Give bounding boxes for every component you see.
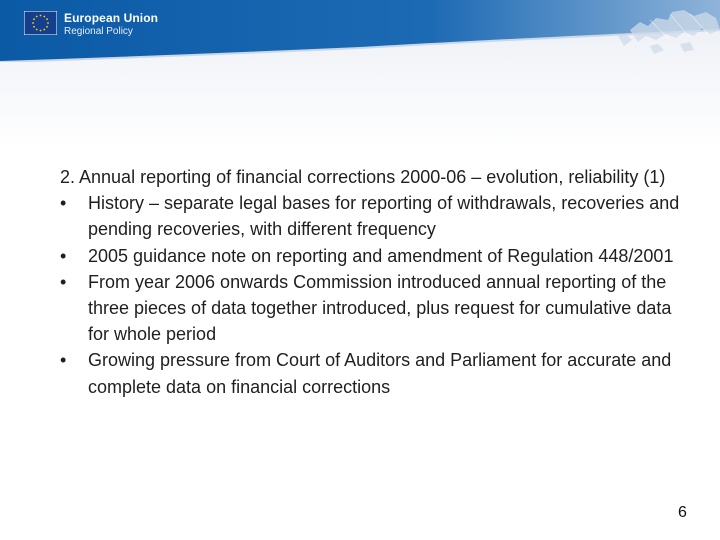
bullet-marker: •: [60, 245, 67, 266]
bullet-marker: •: [60, 271, 67, 292]
bullet-marker: •: [60, 193, 67, 214]
slide-heading: 2. Annual reporting of financial corrections 2000-06 – evolution, reliability (1): [60, 167, 666, 187]
bullet-text: 2005 guidance note on reporting and amendment of Regulation 448/2001: [88, 245, 674, 266]
brand-subtitle: Regional Policy: [64, 26, 133, 37]
bullet-text: History – separate legal bases for reporting of withdrawals, recoveries and pending recoveries, with different frequency: [88, 193, 680, 240]
brand: [64, 12, 158, 37]
bullet-item: [60, 269, 680, 348]
bullet-item: [60, 190, 680, 242]
page-number: 6: [678, 504, 687, 521]
brand-title: European Union: [64, 11, 159, 25]
header-bar: [0, 0, 720, 62]
slide-body: [60, 164, 680, 400]
europe-map-icon: [610, 0, 720, 60]
bullet-text: Growing pressure from Court of Auditors and Parliament for accurate and complete data on financial corrections: [88, 350, 672, 397]
bullet-item: [60, 347, 680, 399]
bullet-text: From year 2006 onwards Commission introduced annual reporting of the three pieces of data together introduced, plus request for cumulative data for whole period: [88, 271, 672, 345]
eu-flag-icon: [24, 11, 57, 35]
bullet-item: [60, 243, 680, 269]
bullet-marker: •: [60, 350, 67, 371]
bullet-list: [60, 190, 680, 400]
